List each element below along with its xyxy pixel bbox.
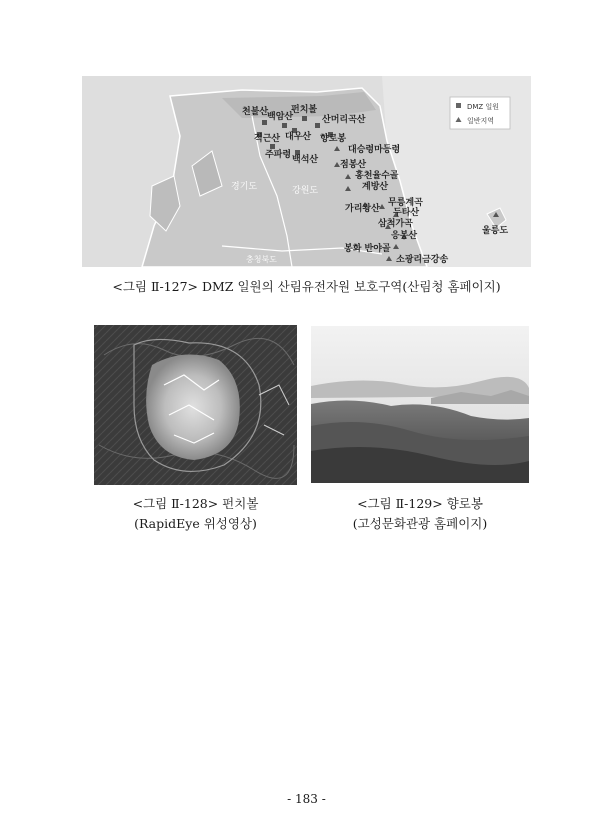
site-samcheok: 삼척가곡 bbox=[378, 219, 413, 229]
figure-129-source: (고성문화관광 홈페이지) bbox=[352, 516, 488, 531]
figure-128-source: (RapidEye 위성영상) bbox=[134, 516, 257, 531]
site-daeseungnyeong: 대승령마등령 bbox=[348, 145, 401, 155]
punchbowl-satellite-image bbox=[94, 325, 297, 485]
site-gariwangsan: 가리왕산 bbox=[345, 204, 380, 214]
page-number: - 183 - bbox=[287, 792, 326, 806]
site-jeokgeunsan: 적근산 bbox=[254, 134, 281, 144]
site-bonghwa: 봉화 반야골 bbox=[344, 244, 391, 254]
site-cheonbulsan: 천불산 bbox=[242, 107, 269, 117]
region-label-gyeonggi: 경기도 bbox=[231, 182, 258, 192]
site-gyebangsan: 계방산 bbox=[362, 182, 389, 192]
site-baegamsan: 백암산 bbox=[267, 112, 294, 122]
protected-area-map bbox=[82, 76, 531, 267]
region-label-gangwon: 강원도 bbox=[292, 186, 319, 196]
photo-graphic bbox=[311, 326, 529, 483]
figure-127-caption: <그림 Ⅱ-127> DMZ 일원의 산림유전자원 보호구역(산림청 홈페이지) bbox=[112, 279, 501, 294]
figure-128-caption: <그림 Ⅱ-128> 펀치볼 bbox=[132, 496, 259, 511]
legend-dmz: DMZ 일원 bbox=[467, 103, 499, 111]
site-baekseoksan: 백석산 bbox=[292, 155, 319, 165]
site-sogwangri: 소광리금강송 bbox=[396, 255, 449, 265]
site-daeusan: 대우산 bbox=[285, 132, 312, 142]
site-sanmeorigoksan: 산머리곡산 bbox=[322, 115, 366, 125]
site-hongcheon: 홍천율수골 bbox=[355, 171, 399, 181]
satellite-graphic bbox=[94, 325, 297, 485]
site-dutasan: 두타산 bbox=[393, 208, 420, 218]
hyangnobong-photo bbox=[311, 326, 529, 483]
site-jeombongsan: 점봉산 bbox=[340, 160, 367, 170]
legend-general: 일반지역 bbox=[467, 117, 495, 125]
site-hyangnobong: 향로봉 bbox=[320, 134, 347, 144]
map-graphic bbox=[82, 76, 531, 267]
map-legend bbox=[450, 97, 510, 129]
site-ulleungdo: 울릉도 bbox=[482, 226, 509, 236]
region-label-chungbuk: 충청북도 bbox=[246, 255, 277, 264]
figure-129-caption: <그림 Ⅱ-129> 향로봉 bbox=[357, 496, 483, 511]
site-mureung: 무릉계곡 bbox=[388, 198, 423, 208]
site-punchbowl: 펀치볼 bbox=[291, 105, 318, 115]
site-eungbongsan: 응봉산 bbox=[391, 231, 418, 241]
site-jupaj: 주파령 bbox=[265, 150, 292, 160]
